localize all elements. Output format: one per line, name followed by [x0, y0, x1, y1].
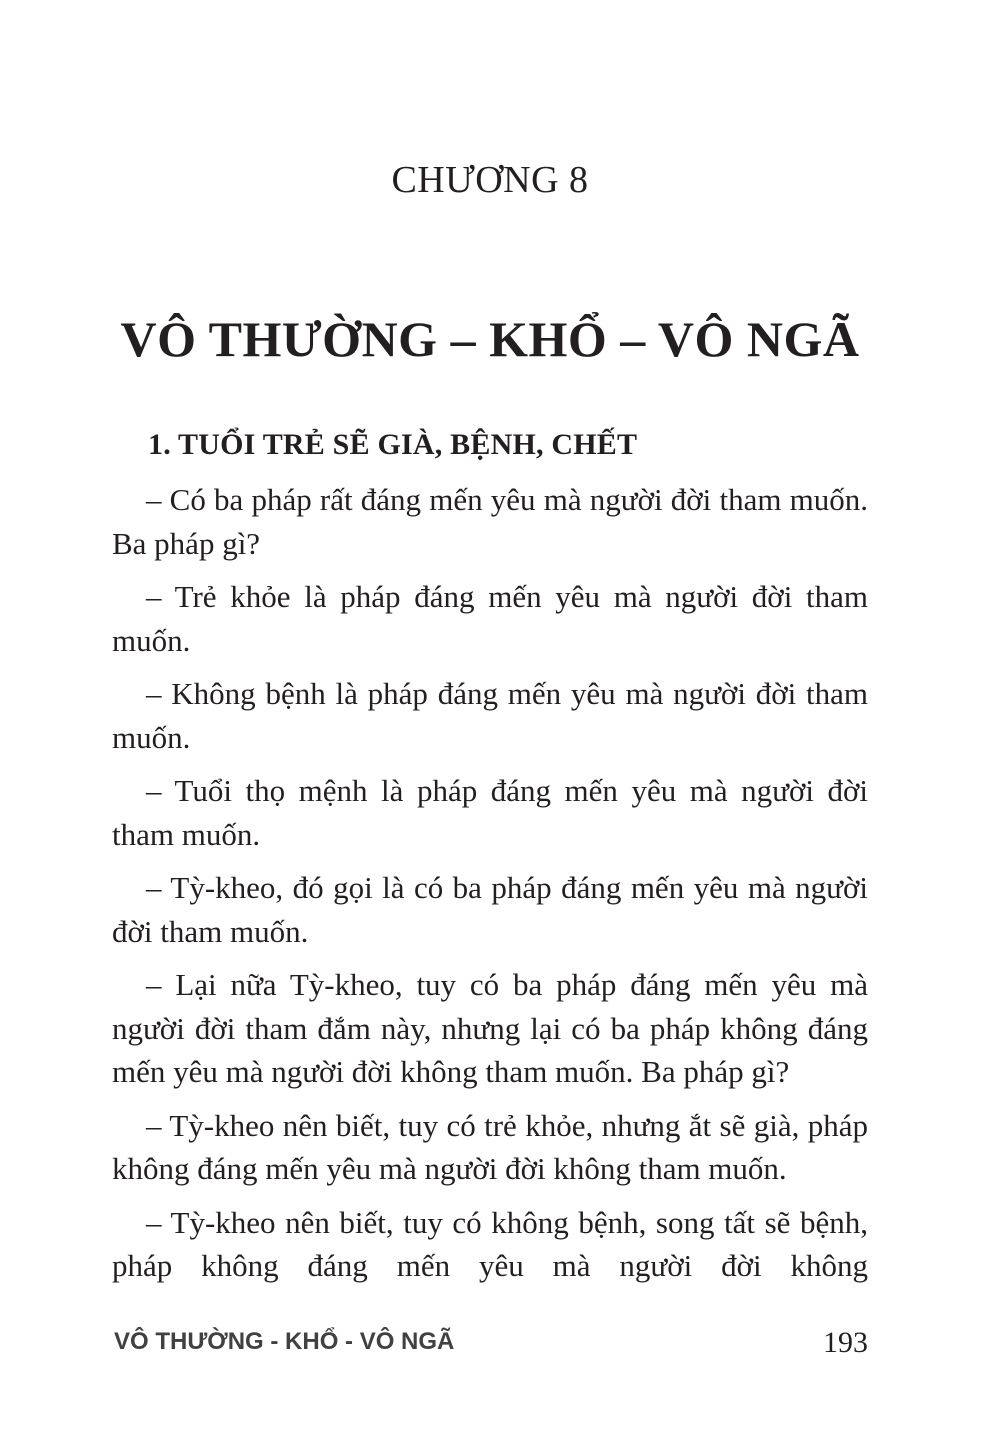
chapter-title: VÔ THƯỜNG – KHỔ – VÔ NGÃ: [120, 311, 860, 367]
paragraph: – Tỳ-kheo, đó gọi là có ba pháp đáng mến yêu mà người đời tham muốn.: [112, 870, 868, 949]
section-heading: 1. TUỔI TRẺ SẼ GIÀ, BỆNH, CHẾT: [148, 428, 638, 461]
paragraph: – Tuổi thọ mệnh là pháp đáng mến yêu mà người đời tham muốn.: [112, 773, 868, 852]
paragraph: – Tỳ-kheo nên biết, tuy có không bệnh, song tất sẽ bệnh, pháp không đáng mến yêu mà người đời không: [112, 1204, 868, 1283]
paragraph: – Tỳ-kheo nên biết, tuy có trẻ khỏe, nhưng ắt sẽ già, pháp không đáng mến yêu mà người đời không tham muốn.: [112, 1107, 868, 1186]
body-text: [112, 478, 868, 1298]
running-footer-title: VÔ THƯỜNG - KHỔ - VÔ NGÃ: [114, 1328, 455, 1355]
paragraph: – Lại nữa Tỳ-kheo, tuy có ba pháp đáng mến yêu mà người đời tham đắm này, nhưng lại có ba pháp không đáng mến yêu mà người đời không tham muốn. Ba pháp gì?: [112, 967, 868, 1089]
paragraph: – Trẻ khỏe là pháp đáng mến yêu mà người đời tham muốn.: [112, 579, 868, 658]
paragraph: – Có ba pháp rất đáng mến yêu mà người đời tham muốn. Ba pháp gì?: [112, 482, 868, 561]
chapter-label: CHƯƠNG 8: [391, 159, 589, 201]
paragraph: – Không bệnh là pháp đáng mến yêu mà người đời tham muốn.: [112, 676, 868, 755]
page-number: 193: [823, 1326, 868, 1359]
